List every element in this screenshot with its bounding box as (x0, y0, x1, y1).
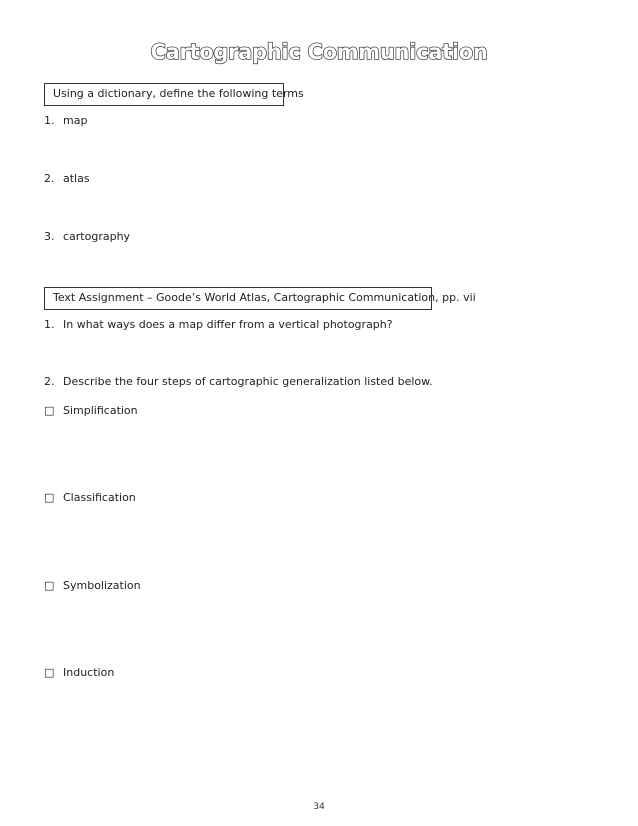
question-text: Describe the four steps of cartographic generalization listed below. (63, 375, 433, 388)
step-label: Induction (63, 666, 115, 679)
instruction-box-text-assignment: Text Assignment – Goode’s World Atlas, Cartographic Communication, pp. vii (44, 287, 432, 310)
term-item-atlas (44, 172, 90, 185)
term-label: cartography (63, 230, 131, 243)
term-item-map (44, 114, 87, 127)
page-number: 34 (313, 802, 325, 812)
page-title: Cartographic Communication (150, 40, 488, 64)
step-label: Classification (63, 491, 136, 504)
item-number: 2. (44, 375, 55, 388)
question-item-1 (44, 318, 393, 331)
checkbox-icon: □ (44, 666, 55, 679)
term-label: map (63, 114, 88, 127)
step-item-simplification (44, 404, 138, 417)
item-number: 3. (44, 230, 55, 243)
checkbox-icon: □ (44, 404, 55, 417)
term-item-cartography (44, 230, 130, 243)
question-text: In what ways does a map differ from a vertical photograph? (63, 318, 393, 331)
item-number: 1. (44, 114, 55, 127)
step-item-induction (44, 666, 114, 679)
instruction-box-dictionary: Using a dictionary, define the following terms (44, 83, 284, 106)
checkbox-icon: □ (44, 491, 55, 504)
step-item-symbolization (44, 579, 141, 592)
checkbox-icon: □ (44, 579, 55, 592)
step-item-classification (44, 491, 136, 504)
question-item-2 (44, 375, 433, 388)
item-number: 1. (44, 318, 55, 331)
step-label: Simplification (63, 404, 138, 417)
step-label: Symbolization (63, 579, 141, 592)
term-label: atlas (63, 172, 90, 185)
item-number: 2. (44, 172, 55, 185)
